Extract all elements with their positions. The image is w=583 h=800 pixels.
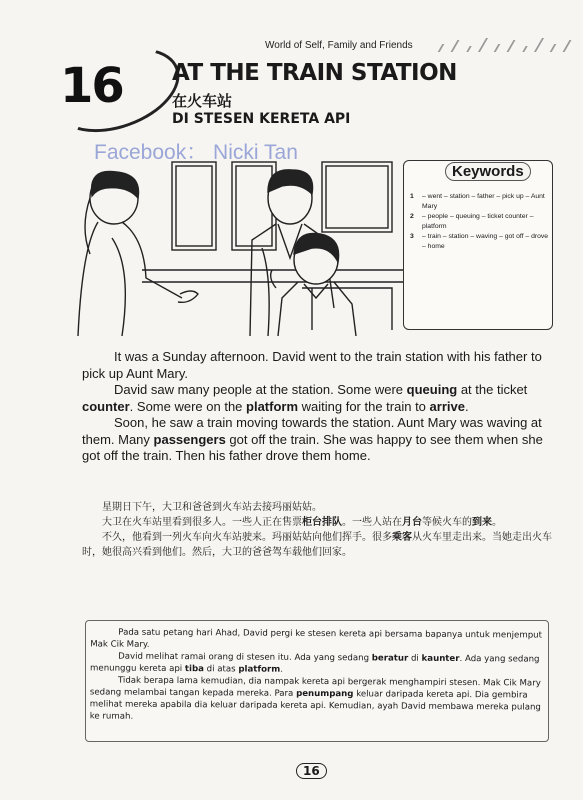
keyword-highlight: 月台 xyxy=(402,517,422,528)
story-paragraph: 星期日下午，大卫和爸爸到火车站去接玛丽姑姑。 xyxy=(102,502,322,513)
keyword-highlight: penumpang xyxy=(296,688,354,700)
keyword-highlight: arrive xyxy=(429,398,465,414)
series-title: World of Self, Family and Friends xyxy=(265,40,413,51)
story-english xyxy=(82,349,544,465)
keywords-heading: Keywords xyxy=(445,162,531,181)
keyword-item xyxy=(410,192,550,212)
keyword-highlight: kaunter xyxy=(421,653,460,665)
story-chinese xyxy=(82,500,552,560)
keyword-highlight: beratur xyxy=(371,653,409,664)
chapter-title-chinese: 在火车站 xyxy=(172,92,233,110)
chapter-title-english: AT THE TRAIN STATION xyxy=(172,60,457,86)
keyword-highlight: passengers xyxy=(153,431,226,447)
story-paragraph: Pada satu petang hari Ahad, David pergi ke stesen kereta api bersama bapanya untuk menjemput Mak Cik Mary. xyxy=(90,627,543,650)
keyword-highlight: queuing xyxy=(406,382,458,397)
keyword-item xyxy=(410,232,550,252)
page-number: 16 xyxy=(296,763,327,779)
story-paragraph: 不久，他看到一列火车向火车站驶来。玛丽姑姑向他们挥手。很多乘客从火车里走出来。当她走出火车时，她很高兴看到他们。然后，大卫的爸爸驾车载他们回家。 xyxy=(82,532,552,558)
keyword-highlight: counter xyxy=(82,398,130,414)
keyword-highlight: platform xyxy=(246,398,299,414)
keyword-highlight: platform xyxy=(238,664,281,675)
story-paragraph: It was a Sunday afternoon. David went to the train station with his father to pick up Aunt Mary. xyxy=(82,349,542,381)
story-paragraph: David melihat ramai orang di stesen itu. Ada yang sedang beratur di kaunter. Ada yang sedang menunggu kereta api tiba di atas platform. xyxy=(90,651,540,675)
story-paragraph: Tidak berapa lama kemudian, dia nampak kereta api bergerak menghampiri stesen. Mak Cik Mary sedang melambai tangan kepada mereka. Para penumpang keluar daripada kereta api. Dia gembira melihat mereka apabila dia keluar daripada kereta api. Kemudian, ayah David membawa mereka pulang ke rumah. xyxy=(89,675,541,722)
keyword-number: 1 xyxy=(410,193,414,200)
keyword-number: 2 xyxy=(410,213,414,220)
chapter-number: 16 xyxy=(60,58,123,114)
watermark-text: Facebook： Nicki Tan xyxy=(94,141,298,164)
chapter-title-malay: DI STESEN KERETA API xyxy=(172,111,351,127)
keyword-number: 3 xyxy=(410,233,414,240)
keyword-highlight: 柜台排队 xyxy=(302,517,342,528)
story-paragraph: Soon, he saw a train moving towards the station. Aunt Mary was waving at them. Many passengers got off the train. She was happy to see them when she got off the train. Then his father drove them home. xyxy=(82,415,543,463)
keyword-item xyxy=(410,212,550,232)
keyword-highlight: 乘客 xyxy=(392,532,412,543)
story-malay xyxy=(90,626,543,725)
keyword-highlight: tiba xyxy=(184,664,204,675)
train-station-illustration xyxy=(72,158,407,336)
keyword-highlight: 到来 xyxy=(472,517,492,528)
keywords-list xyxy=(410,192,550,252)
keyword-text: – went – station – father – pick up – Aunt Mary xyxy=(422,193,545,210)
story-paragraph: David saw many people at the station. Some were queuing at the ticket counter. Some were on the platform waiting for the train to arrive. xyxy=(82,382,528,414)
keyword-text: – train – station – waving – got off – drove – home xyxy=(422,233,549,250)
keyword-text: – people – queuing – ticket counter – platform xyxy=(422,213,534,230)
story-paragraph: 大卫在火车站里看到很多人。一些人正在售票柜台排队。一些人站在月台等候火车的到来。 xyxy=(102,517,502,528)
